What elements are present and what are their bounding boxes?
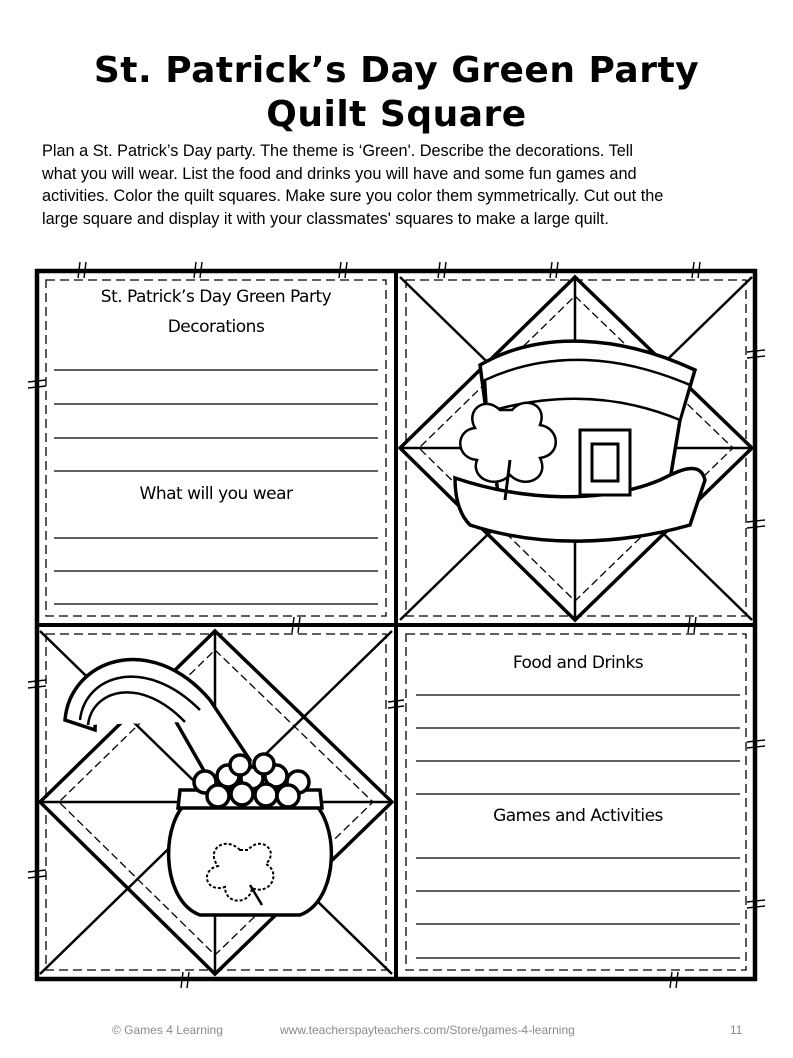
wear-heading: What will you wear — [139, 484, 293, 504]
instructions-line-2: what you will wear. List the food and drinks you will have and some fun games and — [42, 164, 637, 183]
footer-copyright: © Games 4 Learning — [112, 1023, 223, 1037]
footer-url: www.teacherspayteachers.com/Store/games-4-learning — [280, 1023, 575, 1037]
food-writing-lines — [416, 695, 740, 794]
page-title-line-1: St. Patrick’s Day Green Party — [93, 50, 700, 91]
games-heading: Games and Activities — [493, 806, 663, 826]
decorations-heading-line-2: Decorations — [167, 317, 265, 337]
instructions-line-4: large square and display it with your classmates' squares to make a large quilt. — [42, 209, 609, 228]
games-writing-lines — [416, 858, 740, 958]
page-number: 11 — [730, 1023, 743, 1037]
pot-of-gold-patch — [40, 631, 392, 974]
food-heading: Food and Drinks — [512, 653, 644, 673]
leprechaun-hat-icon — [455, 341, 705, 541]
hat-patch — [400, 277, 752, 620]
pot-of-gold-icon — [169, 754, 332, 915]
instructions-line-1: Plan a St. Patrick’s Day party. The theme is ‘Green'. Describe the decorations. Tell — [42, 142, 634, 160]
page-title-line-2: Quilt Square — [266, 94, 527, 135]
instructions-line-3: activities. Color the quilt squares. Make sure you color them symmetrically. Cut out the — [42, 187, 664, 205]
decorations-writing-lines — [54, 370, 378, 471]
wear-writing-lines — [54, 538, 378, 604]
decorations-heading-line-1: St. Patrick’s Day Green Party — [100, 287, 332, 307]
